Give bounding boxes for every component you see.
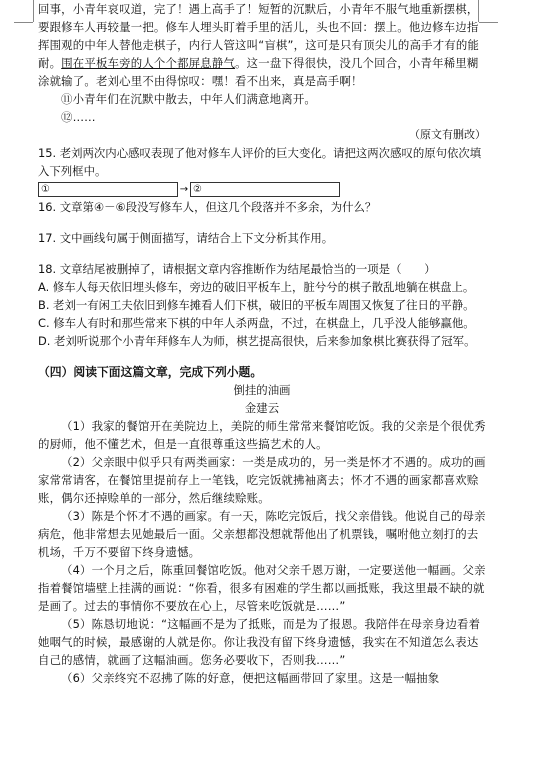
article-paragraph: （1）我家的餐馆开在美院边上，美院的师生常常来餐馆吃饭。我的父亲是个很优秀的厨师，他不懂艺术，但是一直很尊重这些搞艺术的人。 (38, 419, 486, 451)
question-17: 17. 文中画线句属于侧面描写，请结合上下文分析其作用。 (38, 231, 334, 245)
source-note: （原文有删改） (409, 128, 486, 141)
answer-boxes (38, 180, 486, 198)
article-paragraph: （5）陈恳切地说：“这幅画不是为了抵账，而是为了报恩。我陪伴在母亲身边看着她咽气的时候，最感谢的人就是你。你让我没有留下终身遗憾，我实在不知道怎么表达自己的感情，就画了这幅油画。您务必要收下，否则我……” (38, 617, 481, 667)
answer-box-1[interactable]: ① (38, 182, 178, 197)
option-d: D. 老刘听说那个小青年拜修车人为师，棋艺提高很快，后来参加象棋比赛获得了冠军。 (38, 334, 476, 348)
question-18: 18. 文章结尾被删掉了，请根据文章内容推断作为结尾最恰当的一项是（ ） (38, 262, 436, 276)
answer-box-2[interactable]: ② (190, 182, 340, 197)
option-c: C. 修车人有时和那些常来下棋的中年人杀两盘，不过，在棋盘上，几乎没人能够赢他。 (38, 316, 475, 330)
article-author: 金建云 (244, 401, 280, 415)
section-heading: （四）阅读下面这篇文章，完成下列小题。 (38, 365, 263, 379)
underlined-sentence: 围在平板车旁的人个个都屏息静气 (61, 56, 236, 70)
article-paragraph: （4）一个月之后，陈重回餐馆吃饭。他对父亲千恩万谢，一定要送他一幅画。父亲指着餐馆墙壁上挂满的画说：“你看，很多有困难的学生都以画抵账，我这里最不缺的就是画了。过去的事情你不要放在心上，尽管来吃饭就是……” (38, 563, 486, 613)
passage-text: 。这一盘下得很快，没几个回合，小青年稀里糊涂就输了。老刘心里不由得惊叹：嘿！看不出来，真是高手啊！ (38, 56, 479, 88)
passage-text: 回事，小青年哀叹道，完了！遇上高手了！短暂的沉默后，小青年不服气地重新摆棋，要跟修车人再较量一把。修车人埋头盯着手里的活儿，头也不回：摆上。他边修车边指挥围观的中年人替他走棋子，内行人管这叫“盲棋”，这可是只有顶尖儿的高手才有的能耐。 (38, 2, 480, 70)
option-a: A. 修车人每天依旧埋头修车，旁边的破旧平板车上，脏兮兮的棋子散乱地躺在棋盘上。 (38, 280, 475, 294)
article-paragraph: （6）父亲终究不忍拂了陈的好意，便把这幅画带回了家里。这是一幅抽象 (61, 671, 440, 685)
article-title: 倒挂的油画 (233, 383, 291, 397)
arrow-icon: → (179, 183, 189, 195)
passage-paragraph (38, 0, 486, 90)
question-16: 16. 文章第④－⑥段没写修车人，但这几个段落并不多余，为什么？ (38, 200, 377, 214)
passage-paragraph: ⑪小青年们在沉默中散去，中年人们满意地离开。 (61, 92, 316, 106)
corner-mark (33, 0, 34, 22)
document-body (38, 0, 486, 687)
article-paragraph: （3）陈是个怀才不遇的画家。有一天，陈吃完饭后，找父亲借钱。他说自己的母亲病危，他非常想去见她最后一面。父亲想都没想就帮他出了机票钱，嘱咐他立刻打的去机场，千万不要留下终身遗憾。 (38, 509, 486, 559)
article-paragraph: （2）父亲眼中似乎只有两类画家：一类是成功的，另一类是怀才不遇的。成功的画家常常请客，在餐馆里提前存上一笔钱，吃完饭就拂袖离去；怀才不遇的画家都喜欢赊账，偶尔还掉赊单的一部分，然后继续赊账。 (38, 455, 486, 505)
option-b: B. 老刘一有闲工夫依旧到修车摊看人们下棋，破旧的平板车周围又恢复了往日的平静。 (38, 298, 475, 312)
corner-mark (14, 22, 33, 23)
passage-paragraph: ⑫…… (61, 110, 96, 124)
question-15: 15. 老刘两次内心感叹表现了他对修车人评价的巨大变化。请把这两次感叹的原句依次填入下列框中。 (38, 146, 482, 178)
